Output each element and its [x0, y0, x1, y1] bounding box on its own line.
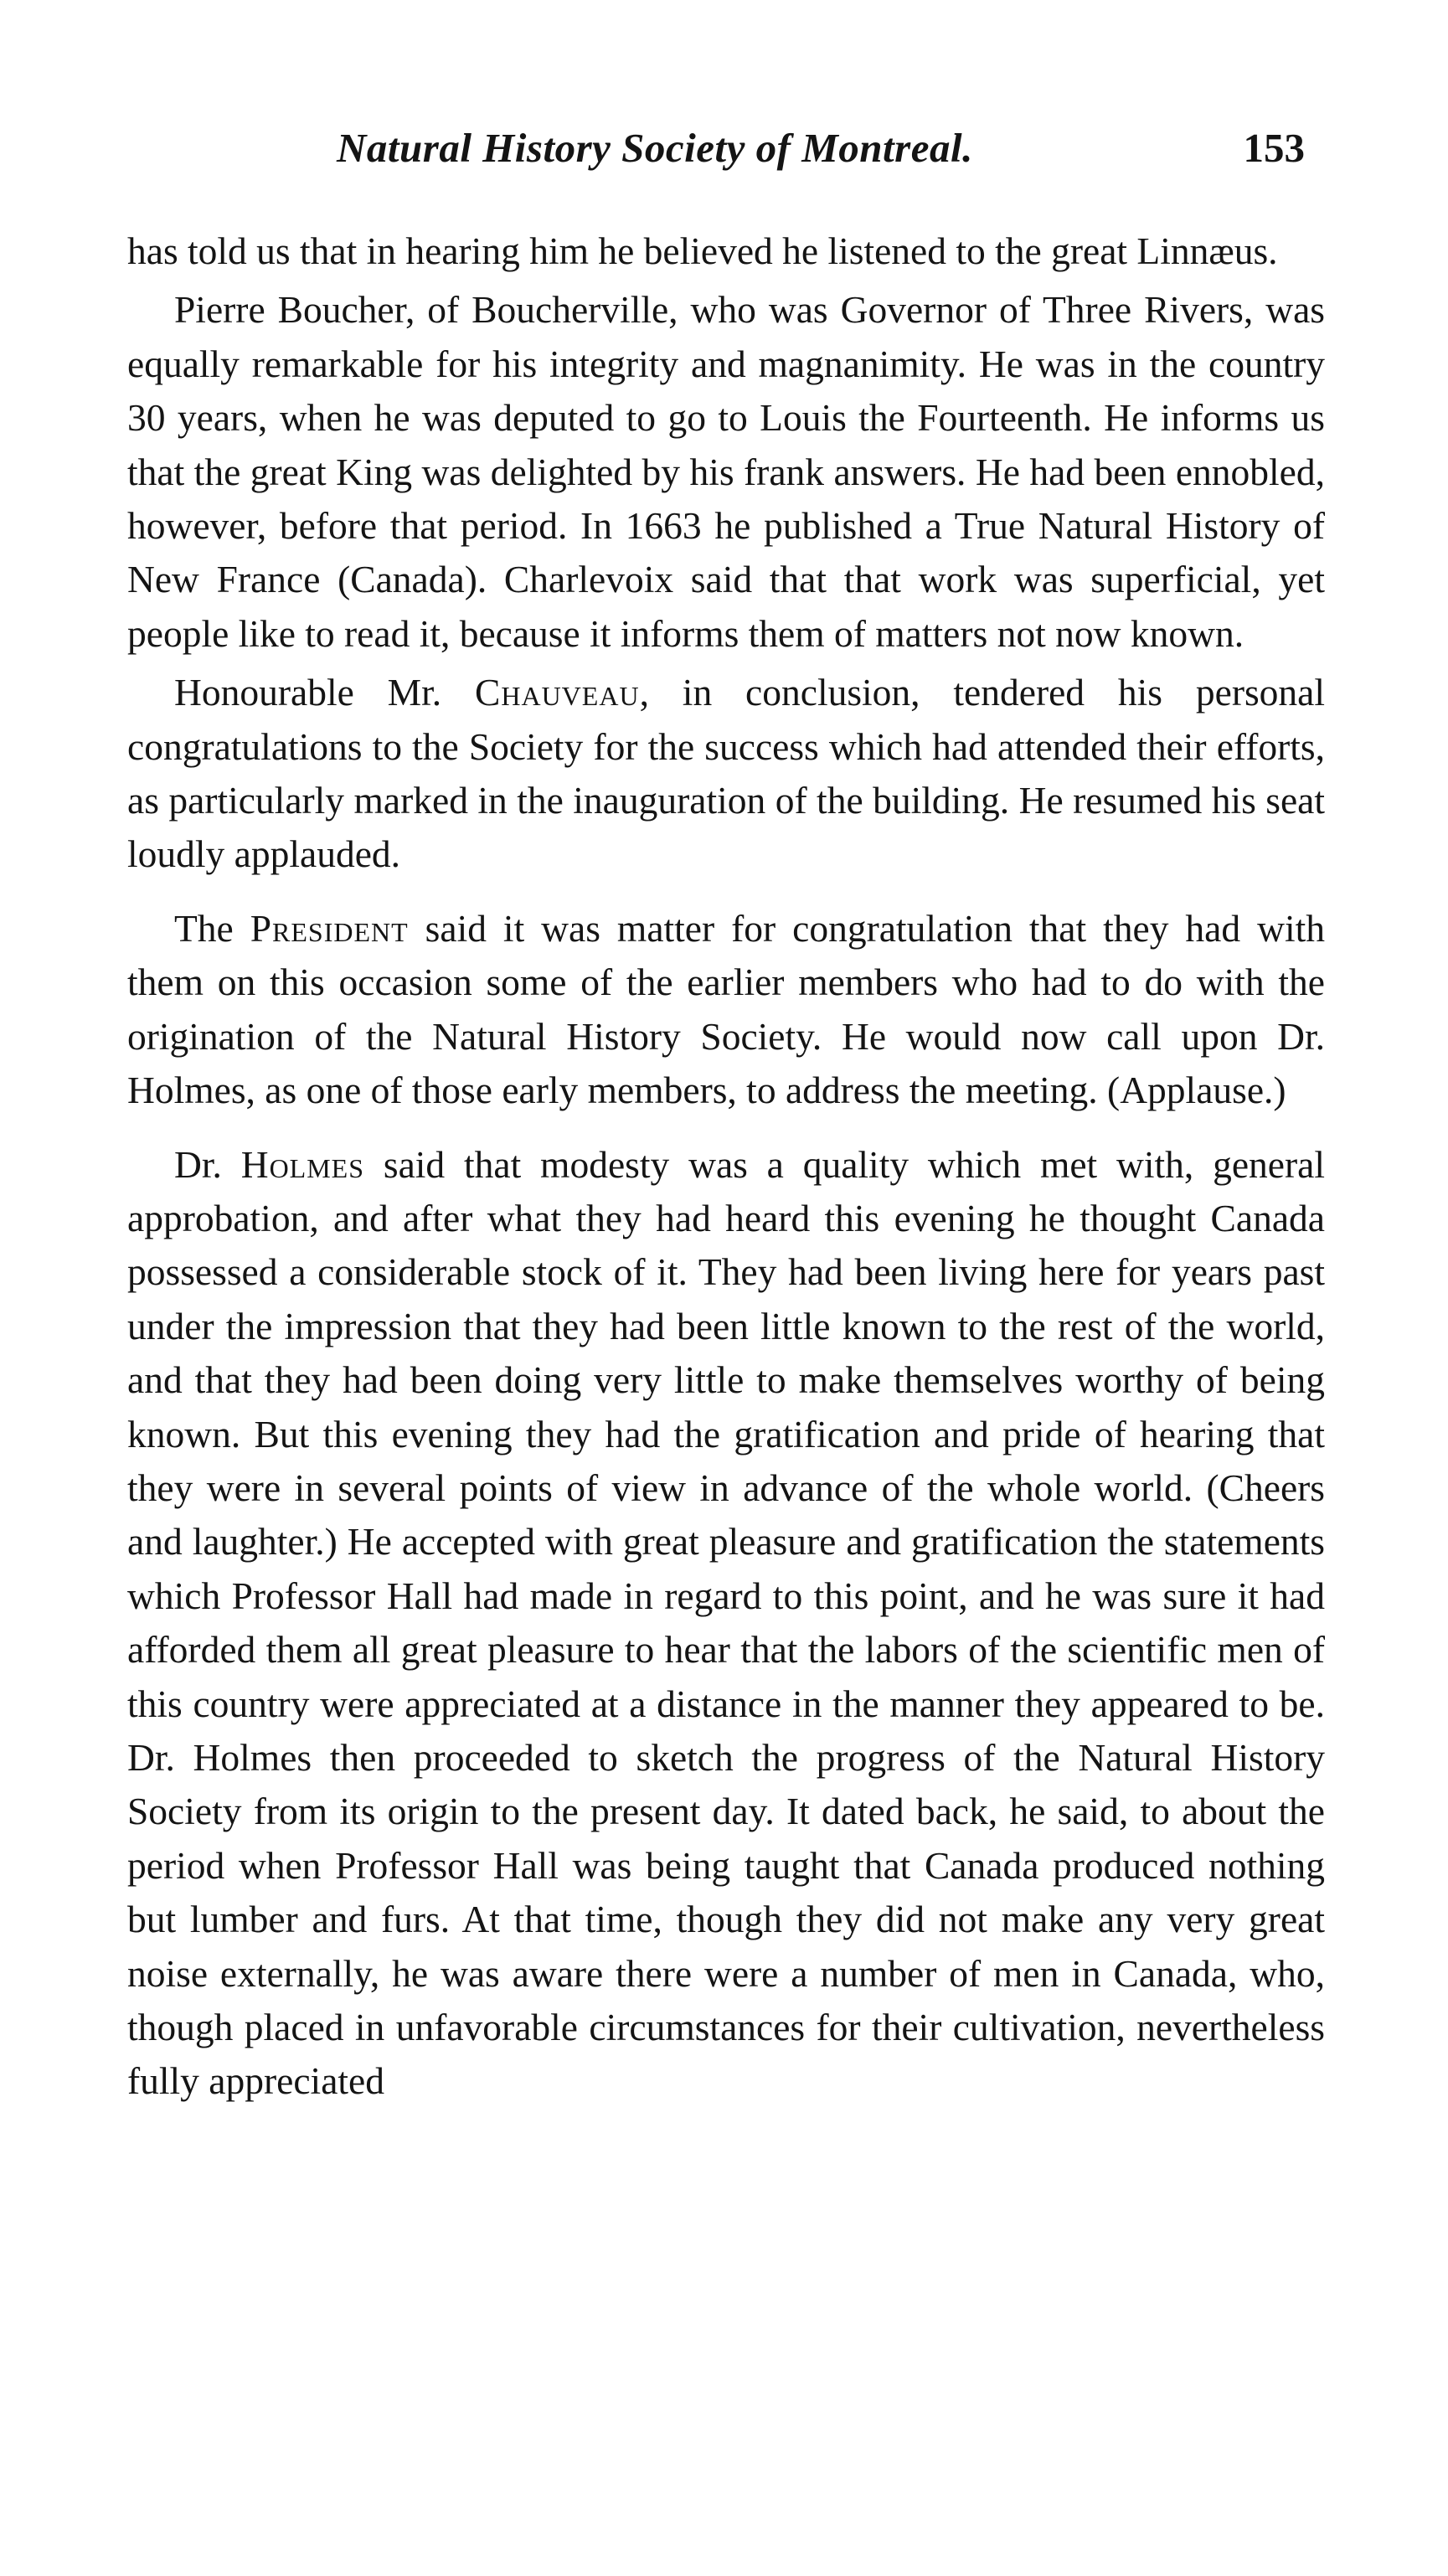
speaker-name-holmes: Holmes [240, 1142, 365, 1186]
paragraph-chauveau-text: , in conclusion, tendered his personal congratulations to the Society for the success which had attended their efforts, as particularly marked in the inauguration of the building. He resumed his seat loudly applauded. [127, 671, 1326, 876]
running-head [127, 124, 1325, 184]
paragraph-holmes-intro: Dr. [174, 1142, 241, 1186]
paragraph-chauveau [127, 666, 1325, 882]
speaker-name-chauveau: Chauveau [475, 671, 640, 714]
paragraph-holmes-text: said that modesty was a quality which met with, general approbation, and after what they had heard this evening he thought Canada possessed a considerable stock of it. They had been living here for years past under the impression that they had been little known to the rest of the world, and that they had been doing very little to make themselves worthy of being known. But this evening they had the gratification and pride of hearing that they were in several points of view in advance of the whole world. (Cheers and laughter.) He accepted with great pleasure and gratification the statements which Professor Hall had made in regard to this point, and he was sure it had afforded them all great pleasure to hear that the labors of the scientific men of this country were appreciated at a distance in the manner they appeared to be. Dr. Holmes then proceeded to sketch the progress of the Natural History Society from its origin to the present day. It dated back, he said, to about the period when Professor Hall was being taught that Canada produced nothing but lumber and furs. At that time, though they did not make any very great noise externally, he was aware there were a number of men in Canada, who, though placed in unfavorable circumstances for their cultivation, nevertheless fully appreciated [127, 1142, 1325, 2103]
paragraph-president-text: said it was matter for congratulation that they had with them on this occasion some of the earlier members who had to do with the origination of the Natural History Society. He would now call upon Dr. Holmes, as one of those early members, to address the meeting. (Applause.) [127, 906, 1325, 1112]
paragraph-holmes [127, 1138, 1325, 2109]
paragraph-chauveau-intro: Honourable Mr. [174, 671, 475, 714]
running-title: Natural History Society of Montreal. [337, 125, 973, 171]
paragraph-continuation: has told us that in hearing him he believed he listened to the great Linnæus. [127, 229, 1278, 272]
paragraph-president-intro: The [174, 906, 250, 950]
paragraph-president [127, 902, 1325, 1118]
paragraph-boucher: Pierre Boucher, of Boucherville, who was Governor of Three Rivers, was equally remarkable for his integrity and magnanimity. He was in the country 30 years, when he was deputed to go to Louis the Fourteenth. He informs us that the great King was delighted by his frank answers. He had been ennobled, however, before that period. In 1663 he published a True Natural History of New France (Canada). Charlevoix said that that work was superficial, yet people like to read it, because it informs them of matters not now known. [127, 288, 1325, 655]
speaker-name-president: President [250, 906, 409, 950]
book-page [127, 124, 1325, 2109]
page-number: 153 [1243, 125, 1305, 171]
